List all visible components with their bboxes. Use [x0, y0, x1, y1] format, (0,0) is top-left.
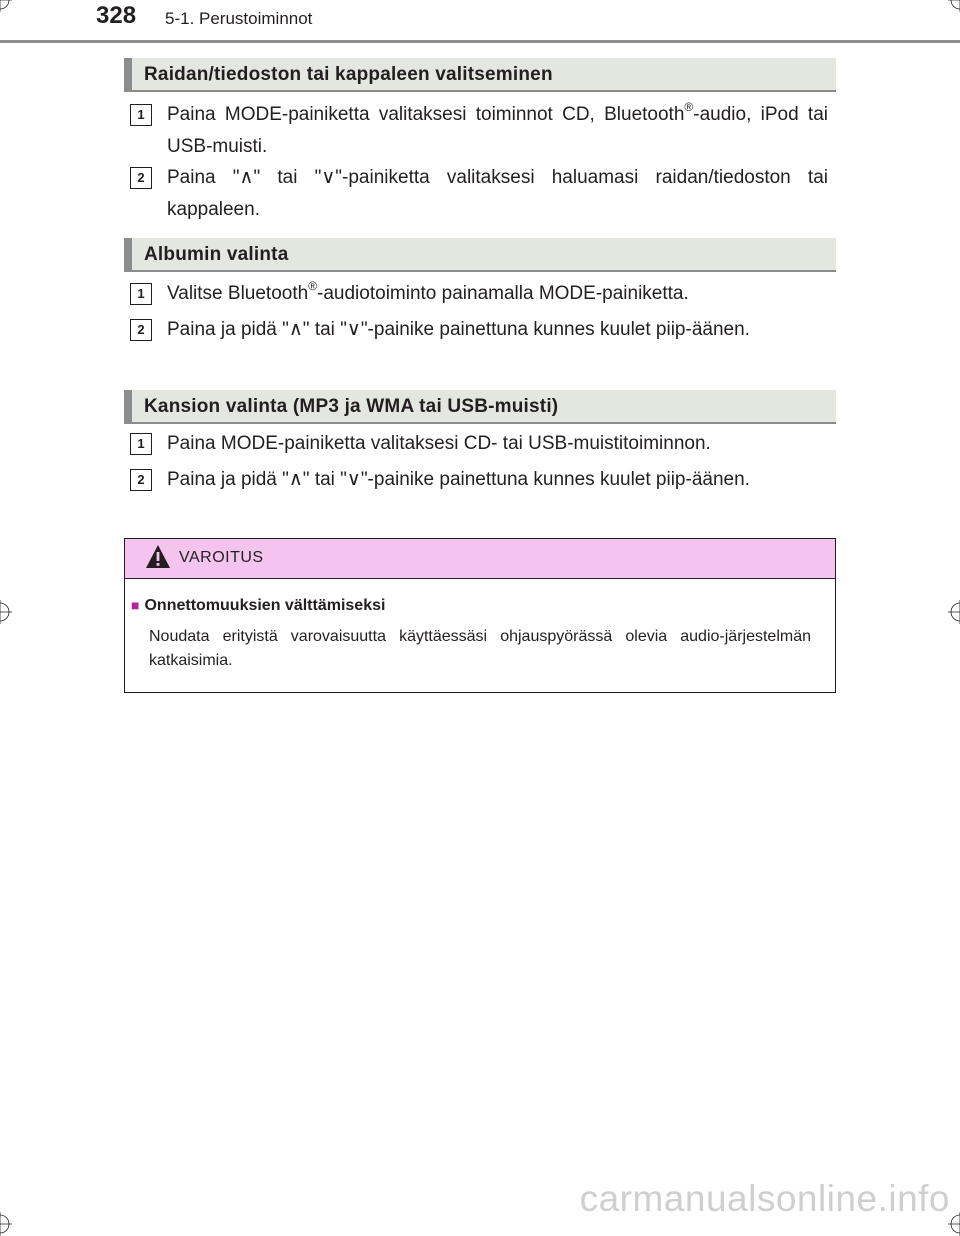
section-heading-folder-selection: [124, 390, 836, 424]
page-header: [0, 0, 960, 44]
step-text: Paina "∧" tai "∨"-painiketta valitaksesi haluamasi raidan/tiedoston tai kappaleen.: [167, 167, 828, 220]
step-text-part: Valitse Bluetooth: [167, 283, 309, 304]
square-bullet-icon: ■: [131, 597, 140, 613]
step-text: [167, 278, 828, 310]
section-heading-text: Kansion valinta (MP3 ja WMA tai USB-muisti): [144, 396, 559, 417]
step-text: Paina ja pidä "∧" tai "∨"-painike painettuna kunnes kuulet piip-äänen.: [167, 319, 750, 340]
section-heading-album-selection: [124, 238, 836, 272]
step-number-badge: 2: [130, 469, 152, 491]
step-number-badge: 2: [130, 319, 152, 341]
step-text: [167, 99, 828, 163]
header-rule: [0, 40, 960, 43]
registered-mark: ®: [684, 100, 694, 114]
chapter-title: 5-1. Perustoiminnot: [165, 9, 313, 28]
step-number-badge: 1: [130, 283, 152, 305]
step-text: Paina ja pidä "∧" tai "∨"-painike painettuna kunnes kuulet piip-äänen.: [167, 469, 750, 490]
warning-label: VAROITUS: [179, 549, 264, 566]
warning-title: [131, 597, 821, 615]
warning-triangle-icon: [145, 544, 171, 570]
step-number-badge: 1: [130, 104, 152, 126]
step-number-badge: 1: [130, 433, 152, 455]
warning-body: Noudata erityistä varovaisuutta käyttäessäsi ohjauspyörässä olevia audio-järjestelmän katkaisimia.: [149, 628, 811, 669]
watermark: carmanualsonline.info: [579, 1178, 950, 1219]
section-heading-track-selection: [124, 58, 836, 92]
crop-mark-bottom-left: [0, 1212, 12, 1236]
step-text-part: -audio, iPod tai USB-muisti.: [167, 104, 828, 157]
step-text-part: Paina MODE-painiketta valitaksesi toiminnot CD, Bluetooth: [167, 104, 685, 125]
warning-header: [125, 539, 835, 579]
step-text-part: -audiotoiminto painamalla MODE-painiketta.: [317, 283, 689, 304]
step-number-badge: 2: [130, 167, 152, 189]
section-heading-text: Albumin valinta: [144, 244, 289, 265]
crop-mark-middle-right: [948, 600, 960, 624]
warning-title-text: Onnettomuuksien välttämiseksi: [144, 597, 386, 614]
section-heading-text: Raidan/tiedoston tai kappaleen valitseminen: [144, 64, 553, 85]
step-text: Paina MODE-painiketta valitaksesi CD- tai USB-muistitoiminnon.: [167, 433, 711, 454]
crop-mark-middle-left: [0, 600, 12, 624]
warning-box: [124, 538, 836, 693]
registered-mark: ®: [308, 279, 318, 293]
page-number: 328: [96, 2, 137, 29]
